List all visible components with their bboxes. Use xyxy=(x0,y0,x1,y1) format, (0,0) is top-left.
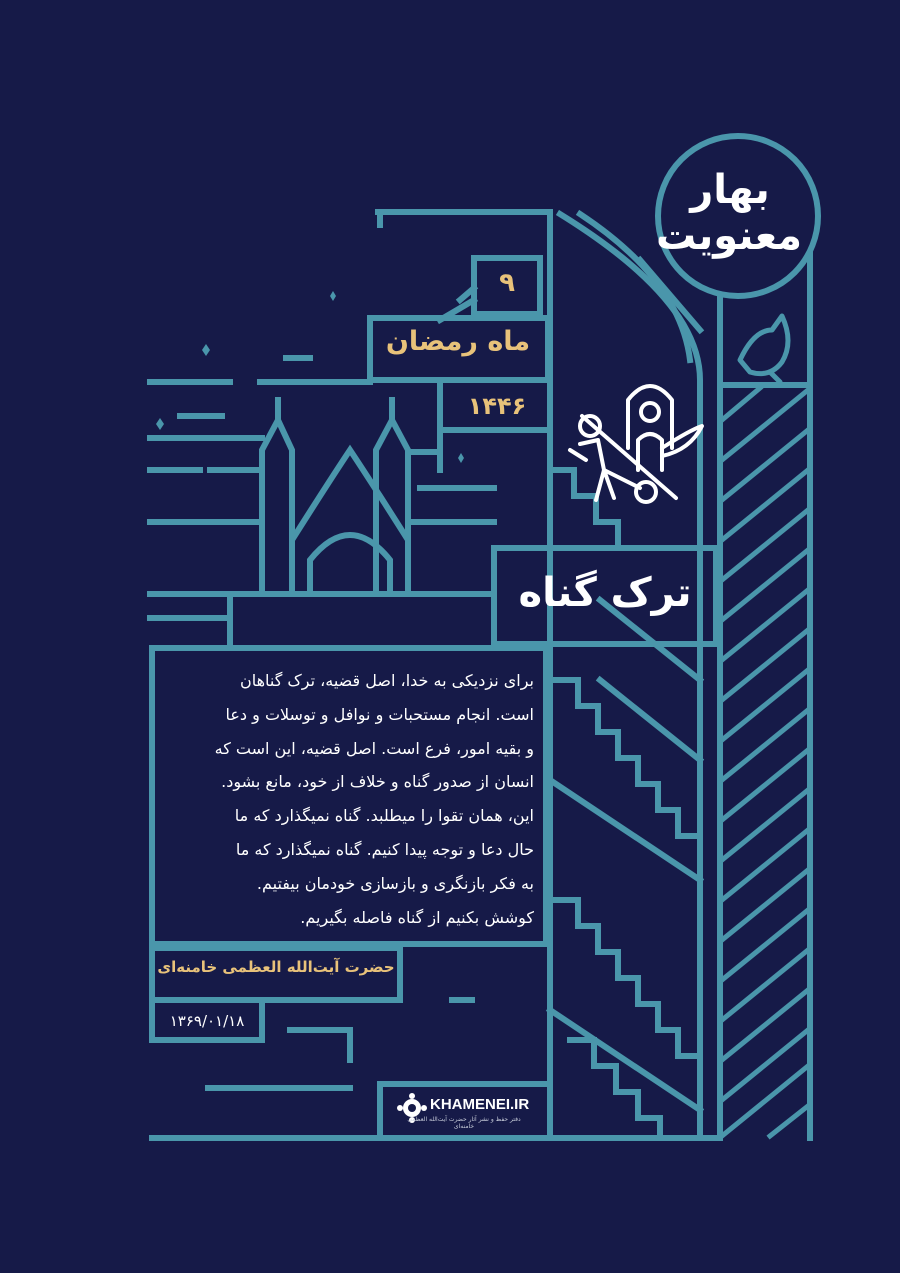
series-title-line2: معنویت xyxy=(655,213,803,259)
year: ۱۴۴۶ xyxy=(467,392,527,420)
day-number: ۹ xyxy=(499,268,515,298)
hatched-band xyxy=(722,388,808,1136)
bird-icon xyxy=(740,316,788,382)
author-name: حضرت آیت‌الله العظمی خامنه‌ای xyxy=(157,958,395,976)
page-title: ترک گناه xyxy=(518,570,692,616)
people-sin-sign-icon xyxy=(570,386,702,502)
brand-subtitle: دفتر حفظ و نشر آثار حضرت آیت‌الله العظمی خامنه‌ای xyxy=(407,1116,521,1130)
quote-line: به فکر بازنگری و بازسازی خودمان بیفتیم. xyxy=(256,873,534,893)
quote-text xyxy=(166,664,534,934)
quote-line: حال دعا و توجه پیدا کنیم. گناه نمیگذارد که ما xyxy=(235,839,534,859)
quote-line: انسان از صدور گناه و خلاف از خود، مانع بشود. xyxy=(221,772,534,792)
quote-line: این، همان تقوا را میطلبد. گناه نمیگذارد که ما xyxy=(234,806,534,826)
quote-line: برای نزدیکی به خدا، اصل قضیه، ترک گناهان xyxy=(239,671,534,690)
quote-line: است. انجام مستحبات و نوافل و توسلات و دعا xyxy=(225,704,534,724)
series-title-line1: بهار xyxy=(690,167,770,213)
quote-line: کوشش بکنیم از گناه فاصله بگیریم. xyxy=(300,907,534,927)
brand-name: KHAMENEI.IR xyxy=(430,1096,530,1113)
quote-date: ۱۳۶۹/۰۱/۱۸ xyxy=(169,1012,245,1030)
month-name: ماه رمضان xyxy=(385,326,531,357)
quote-line: و بقیه امور، فرع است. اصل قضیه، این است که xyxy=(214,738,534,758)
